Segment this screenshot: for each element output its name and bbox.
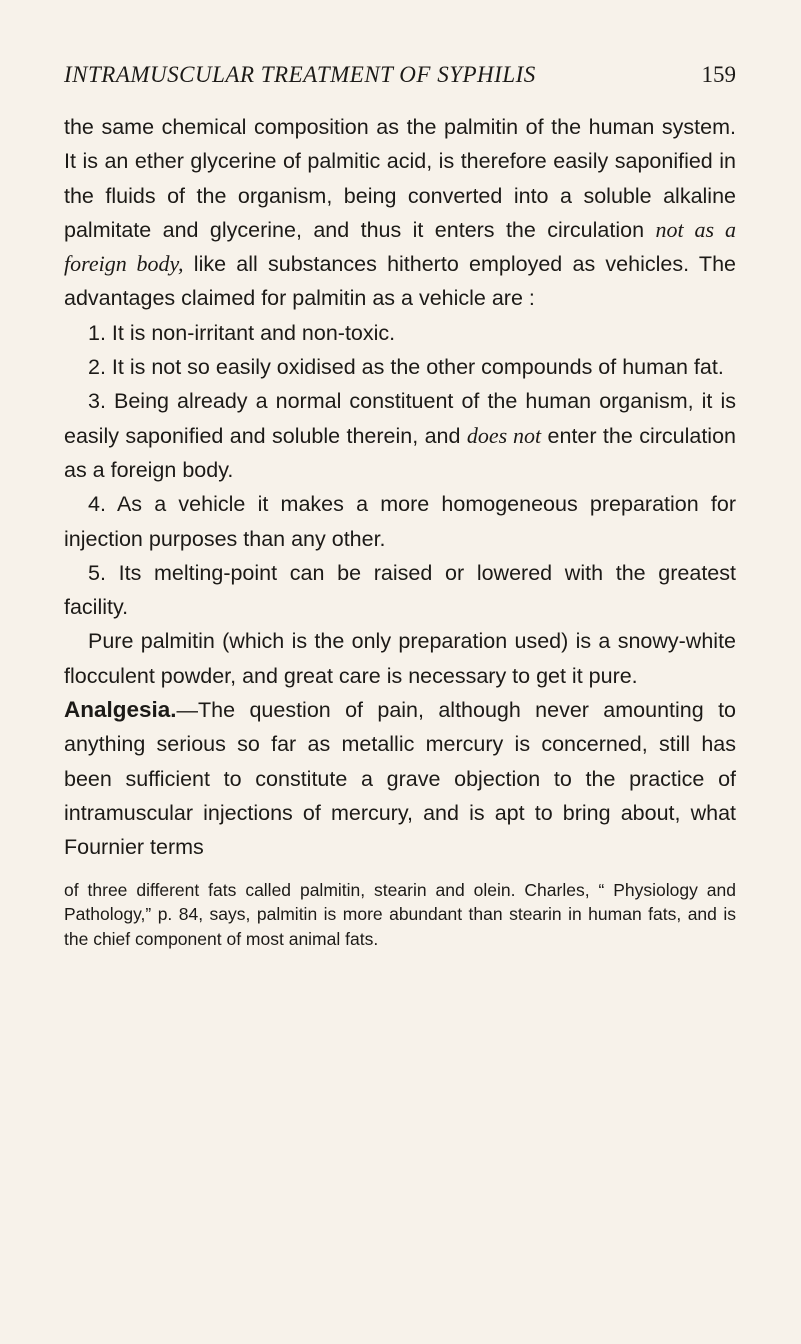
list-item-3 — [64, 384, 736, 487]
paragraph-text: the same chemical composition as the palmitin of the human system. It is an ether glycerine of palmitic acid, is therefore easily saponified in the fluids of the organism, being converted into a soluble alkaline palmitate and glycerine, and thus it enters the circulation — [64, 115, 736, 242]
section-heading: Analgesia. — [64, 697, 177, 723]
italic-phrase: not as a foreign body, — [64, 216, 736, 277]
running-head: INTRAMUSCULAR TREATMENT OF SYPHILIS — [64, 62, 536, 87]
footnote: of three different fats called palmitin, stearin and olein. Charles, “ Physiology and Pathology,” p. 84, says, palmitin is more abundant than stearin in human fats, and is the chief component of most animal fats. — [64, 879, 736, 949]
italic-phrase: does not — [466, 422, 542, 448]
paragraph-text: like all substances hitherto employed as vehicles. The advantages claimed for palmitin as a vehicle are : — [64, 252, 736, 311]
body-text — [64, 110, 736, 865]
paragraph-analgesia — [64, 693, 736, 864]
book-page — [64, 62, 736, 951]
list-item-text: 3. Being already a normal constituent of the human organism, it is easily saponified and soluble therein, and — [64, 389, 736, 448]
page-number: 159 — [701, 62, 736, 87]
paragraph-composition — [64, 110, 736, 316]
list-item-2: 2. It is not so easily oxidised as the other compounds of human fat. — [88, 355, 724, 380]
list-item-4: 4. As a vehicle it makes a more homogeneous preparation for injection purposes than any other. — [64, 492, 736, 551]
page-header — [64, 62, 736, 110]
list-item-1: 1. It is non-irritant and non-toxic. — [88, 320, 396, 345]
paragraph-text: —The question of pain, although never amounting to anything serious so far as metallic mercury is concerned, still has been sufficient to constitute a grave objection to the practice of intramuscular injections of mercury, and is apt to bring about, what Fournier terms — [64, 698, 736, 860]
list-item-text: enter the circulation as a foreign body. — [64, 423, 736, 482]
paragraph-pure-palmitin: Pure palmitin (which is the only preparation used) is a snowy-white flocculent powder, and great care is necessary to get it pure. — [64, 629, 736, 688]
list-item-5: 5. Its melting-point can be raised or lowered with the greatest facility. — [64, 560, 736, 620]
